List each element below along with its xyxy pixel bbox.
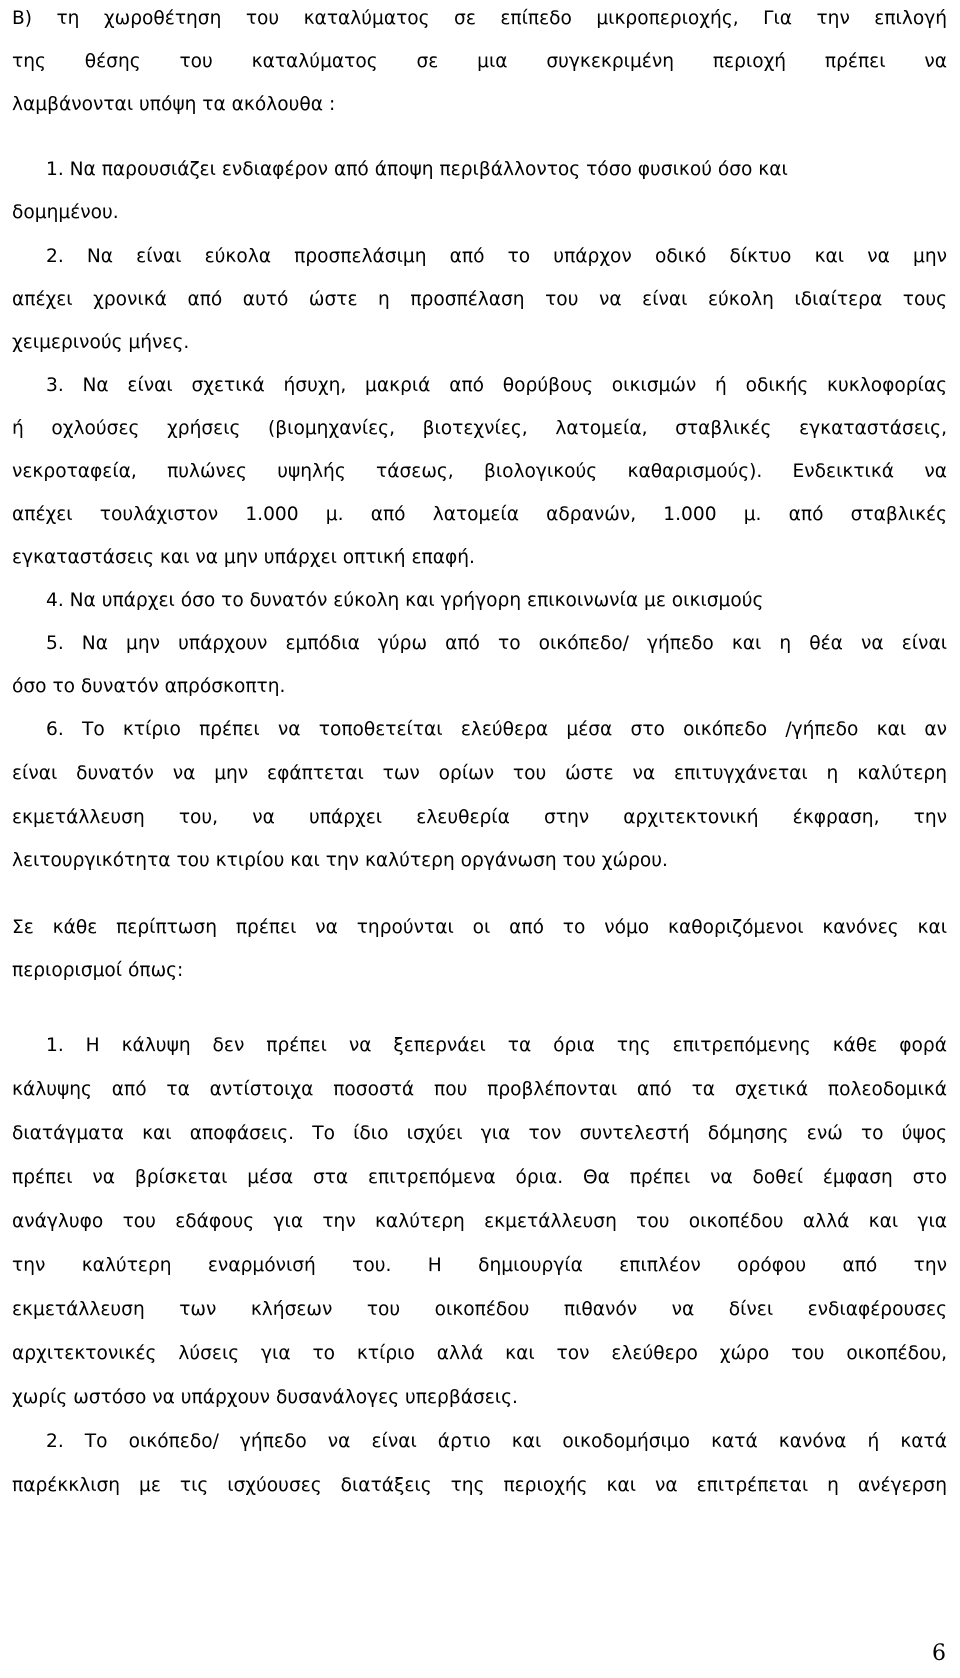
rule-1-line: χωρίς ωστόσο να υπάρχουν δυσανάλογες υπερβάσεις. bbox=[12, 1387, 518, 1408]
criterion-3-line: 3. Να είναι σχετικά ήσυχη, μακριά από θορύβους οικισμών ή οδικής κυκλοφορίας bbox=[46, 375, 947, 396]
rules-intro-line: Σε κάθε περίπτωση πρέπει να τηρούνται οι από το νόμο καθοριζόμενοι κανόνες και bbox=[12, 917, 947, 938]
criterion-3-line: εγκαταστάσεις και να μην υπάρχει οπτική επαφή. bbox=[12, 547, 475, 568]
criterion-2-line: απέχει χρονικά από αυτό ώστε η προσπέλαση του να είναι εύκολη ιδιαίτερα τους bbox=[12, 289, 947, 310]
rule-2-line: 2. Το οικόπεδο/ γήπεδο να είναι άρτιο και οικοδομήσιμο κατά κανόνα ή κατά bbox=[46, 1431, 947, 1452]
criterion-3-line: νεκροταφεία, πυλώνες υψηλής τάσεως, βιολογικούς καθαρισμούς). Ενδεικτικά να bbox=[12, 461, 947, 482]
rule-1-line: πρέπει να βρίσκεται μέσα στα επιτρεπόμενα όρια. Θα πρέπει να δοθεί έμφαση στο bbox=[12, 1167, 947, 1188]
intro-line: της θέσης του καταλύματος σε μια συγκεκριμένη περιοχή πρέπει να bbox=[12, 51, 947, 72]
criterion-6-line: είναι δυνατόν να μην εφάπτεται των ορίων του ώστε να επιτυγχάνεται η καλύτερη bbox=[12, 763, 947, 784]
rule-1-line: 1. Η κάλυψη δεν πρέπει να ξεπερνάει τα όρια της επιτρεπόμενης κάθε φορά bbox=[46, 1035, 947, 1056]
rules-intro-line: περιορισμοί όπως: bbox=[12, 960, 184, 981]
rule-1-line: κάλυψης από τα αντίστοιχα ποσοστά που προβλέπονται από τα σχετικά πολεοδομικά bbox=[12, 1079, 947, 1100]
criterion-5-line: 5. Να μην υπάρχουν εμπόδια γύρω από το οικόπεδο/ γήπεδο και η θέα να είναι bbox=[46, 633, 947, 654]
rule-2-line: παρέκκλιση με τις ισχύουσες διατάξεις της περιοχής και να επιτρέπεται η ανέγερση bbox=[12, 1475, 947, 1496]
page-number: 6 bbox=[932, 1641, 946, 1666]
criterion-1-line: δομημένου. bbox=[12, 202, 119, 223]
criterion-6-line: 6. Το κτίριο πρέπει να τοποθετείται ελεύθερα μέσα στο οικόπεδο /γήπεδο και αν bbox=[46, 719, 947, 740]
criterion-4-line: 4. Να υπάρχει όσο το δυνατόν εύκολη και γρήγορη επικοινωνία με οικισμούς bbox=[46, 590, 764, 611]
criterion-2-line: χειμερινούς μήνες. bbox=[12, 332, 190, 353]
criterion-6-line: εκμετάλλευση του, να υπάρχει ελευθερία στην αρχιτεκτονική έκφραση, την bbox=[12, 807, 947, 828]
criterion-5-line: όσο το δυνατόν απρόσκοπτη. bbox=[12, 676, 286, 697]
rule-1-line: ανάγλυφο του εδάφους για την καλύτερη εκμετάλλευση του οικοπέδου αλλά και για bbox=[12, 1211, 947, 1232]
rule-1-line: εκμετάλλευση των κλήσεων του οικοπέδου πιθανόν να δίνει ενδιαφέρουσες bbox=[12, 1299, 947, 1320]
intro-line: Β) τη χωροθέτηση του καταλύματος σε επίπεδο μικροπεριοχής, Για την επιλογή bbox=[12, 8, 947, 29]
criterion-2-line: 2. Να είναι εύκολα προσπελάσιμη από το υπάρχον οδικό δίκτυο και να μην bbox=[46, 246, 947, 267]
rule-1-line: αρχιτεκτονικές λύσεις για το κτίριο αλλά και τον ελεύθερο χώρο του οικοπέδου, bbox=[12, 1343, 947, 1364]
rule-1-line: την καλύτερη εναρμόνισή του. Η δημιουργία επιπλέον ορόφου από την bbox=[12, 1255, 947, 1276]
rule-1-line: διατάγματα και αποφάσεις. Το ίδιο ισχύει για τον συντελεστή δόμησης ενώ το ύψος bbox=[12, 1123, 947, 1144]
criterion-6-line: λειτουργικότητα του κτιρίου και την καλύτερη οργάνωση του χώρου. bbox=[12, 850, 668, 871]
criterion-3-line: απέχει τουλάχιστον 1.000 μ. από λατομεία αδρανών, 1.000 μ. από σταβλικές bbox=[12, 504, 947, 525]
intro-line: λαμβάνονται υπόψη τα ακόλουθα : bbox=[12, 94, 336, 115]
criterion-1-line: 1. Να παρουσιάζει ενδιαφέρον από άποψη περιβάλλοντος τόσο φυσικού όσο και bbox=[46, 159, 788, 180]
criterion-3-line: ή οχλούσες χρήσεις (βιομηχανίες, βιοτεχνίες, λατομεία, σταβλικές εγκαταστάσεις, bbox=[12, 418, 947, 439]
